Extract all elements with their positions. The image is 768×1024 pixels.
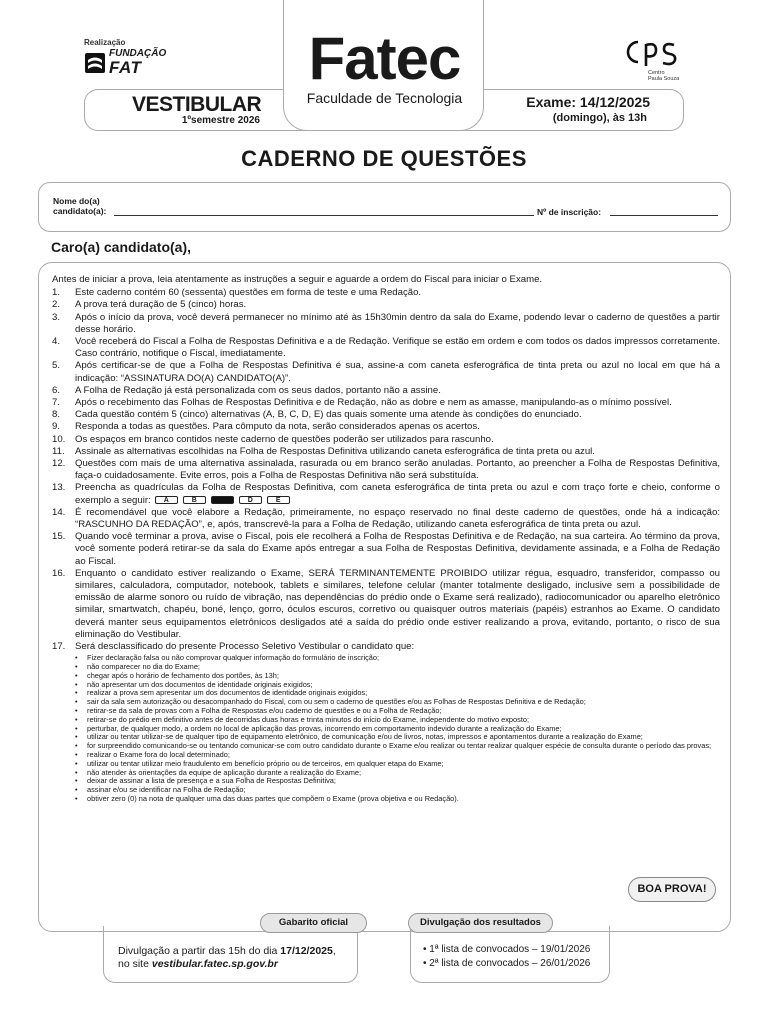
page-title: CADERNO DE QUESTÕES (241, 146, 527, 171)
answer-bubble: A (155, 496, 178, 504)
disqualification-text: for surpreendido comunicando-se ou tentando comunicar-se com outro candidato durante o Exame e/ou realizar ou tentar realizar qualquer espécie de consulta durante o período das provas; (87, 741, 712, 751)
bullet-icon: • (423, 944, 430, 955)
disqualification-text: chegar após o horário de fechamento dos portões, às 13h; (87, 670, 279, 680)
fatec-logo-box (283, 0, 484, 131)
fat-label: FAT (109, 58, 142, 77)
instruction-text-content: Responda a todas as questões. Para cômputo da nota, serão considerados apenas os acertos. (75, 421, 480, 433)
bullet-icon: • (75, 670, 78, 680)
instructions-box (38, 262, 731, 932)
boa-prova-badge: BOA PROVA! (628, 877, 716, 902)
instruction-item (52, 397, 720, 409)
realizacao-label: Realização (84, 38, 126, 47)
instruction-text (75, 421, 720, 433)
instruction-text-content: Quando você terminar a prova, avise o Fiscal, pois ele recolherá a Folha de Respostas Definitiva e de Redação, na sua carteira. Ao término da prova, você somente poderá retirar-se da sala do Exame após entregar a sua Folha de Respostas Definitiva, devidamente assinada, e a Folha de Redação ao Fiscal. (75, 531, 720, 567)
cps-logo (624, 36, 694, 80)
disqualification-text: retirar-se do prédio em definitivo antes de decorridas duas horas e trinta minutos do início do Exame, independente do motivo exposto; (87, 714, 530, 724)
gabarito-date: 17/12/2025 (280, 945, 333, 957)
instruction-item (52, 287, 720, 299)
instructions-intro: Antes de iniciar a prova, leia atentamente as instruções a seguir e aguarde a ordem do Fiscal para iniciar o Exame. (52, 274, 543, 285)
instruction-text (75, 531, 720, 568)
instruction-item (52, 360, 720, 384)
disqualification-text: deixar de assinar a lista de presença e a sua Folha de Respostas Definitiva; (87, 776, 336, 786)
gabarito-text-2: , no site (118, 945, 336, 970)
instruction-item (52, 299, 720, 311)
instruction-text-content: Enquanto o candidato estiver realizando o Exame, SERÁ TERMINANTEMENTE PROIBIDO utilizar régua, esquadro, transferidor, compasso ou similares, calculadora, computador, notebook, tablets e similares, telefone celular (manter totalmente desligado, inclusive sem a possibilidade de emissão de alarme sonoro ou ruído de vibração, nas dependências do prédio onde o Exame será realizado), radiocomunicador ou aparelho eletrônico similar, smartwatch, chapéu, boné, lenço, gorro, óculos escuros, corretivo ou quaisquer outros materiais (papéis) estranhos ao Exame. O candidato deverá manter seus equipamentos eletrônicos desligados até a saída do prédio onde estiver realizando a prova, evitando, portanto, o risco de sua eliminação do Vestibular. (75, 567, 720, 640)
disqualification-text: realizar o Exame fora do local determinado; (87, 750, 230, 760)
gabarito-tab: Gabarito oficial (260, 913, 367, 933)
fundacao-label: FUNDAÇÃO (109, 48, 167, 59)
disqualification-text: realizar a prova sem apresentar um dos documentos de identidade originais exigidos; (87, 688, 368, 698)
instruction-text (75, 446, 720, 458)
greeting: Caro(a) candidato(a), (51, 239, 192, 255)
instruction-item (52, 312, 720, 336)
instruction-item (52, 458, 720, 482)
result-date-item (423, 957, 590, 971)
bullet-icon: • (75, 723, 78, 733)
instruction-text-content: Após o recebimento das Folhas de Respostas Definitiva e de Redação, não as dobre e nem as amasse, manipulando-as o mínimo possível. (75, 397, 672, 409)
instruction-text-content: Após o início da prova, você deverá permanecer no mínimo até às 15h30min dentro da sala do Exame, podendo levar o caderno de questões a partir desse horário. (75, 311, 720, 335)
cps-sub-line-1: Centro (648, 70, 665, 76)
fat-logo (84, 38, 184, 82)
instruction-text-content: A Folha de Redação já está personalizada com os seus dados, portanto não a assine. (75, 384, 441, 396)
disqualification-text: não apresentar um dos documentos de identidade originais exigidos; (87, 679, 313, 689)
cps-logo-icon (624, 36, 684, 70)
gabarito-site-link[interactable]: vestibular.fatec.sp.gov.br (151, 958, 278, 970)
bullet-icon: • (75, 741, 78, 751)
bullet-icon: • (75, 767, 78, 777)
instruction-text-content: Após certificar-se de que a Folha de Respostas Definitiva é sua, assine-a com caneta esferográfica de tinta preta ou azul no local em que há a indicação: “ASSINATURA DO(A) CANDIDATO(A)”. (75, 360, 720, 384)
instruction-number: 3. (52, 311, 61, 323)
instruction-text-content: Assinale as alternativas escolhidas na Folha de Respostas Definitiva utilizando caneta esferográfica de tinta preta ou azul. (75, 445, 595, 457)
gabarito-text-1: Divulgação a partir das 15h do dia (118, 945, 281, 957)
result-date-item (423, 943, 590, 957)
disqualification-text: não comparecer no dia do Exame; (87, 662, 200, 672)
instruction-text (75, 397, 720, 409)
instruction-text (75, 409, 720, 421)
instruction-number: 8. (52, 409, 61, 421)
instruction-item (52, 482, 720, 506)
answer-example (155, 496, 290, 504)
instruction-item (52, 434, 720, 446)
instruction-text-content: Cada questão contém 5 (cinco) alternativas (A, B, C, D, E) das quais somente uma atende às condições do enunciado. (75, 409, 582, 421)
instruction-text-content: A prova terá duração de 5 (cinco) horas. (75, 299, 247, 311)
instruction-text (75, 385, 720, 397)
bullet-icon: • (75, 758, 78, 768)
bullet-icon: • (75, 662, 78, 672)
divulgacao-list (423, 943, 590, 971)
instruction-text-content: Preencha as quadrículas da Folha de Respostas Definitiva, com caneta esferográfica de tinta preta ou azul e com traço forte e cheio, conforme o exemplo a seguir: (75, 482, 720, 506)
instruction-number: 13. (52, 482, 66, 494)
fat-logo-icon (84, 52, 106, 74)
name-label-line-2: candidato(a): (53, 206, 107, 216)
exam-date: Exame: 14/12/2025 (526, 94, 650, 110)
instruction-item (52, 568, 720, 641)
instruction-number: 9. (52, 421, 61, 433)
instructions-list (52, 287, 720, 653)
instruction-item (52, 531, 720, 568)
instruction-item (52, 641, 720, 653)
instruction-number: 12. (52, 458, 66, 470)
instruction-text (75, 507, 720, 531)
disqualification-text: não atender às orientações da equipe de aplicação durante a realização do Exame; (87, 767, 362, 777)
instruction-text-content: Você receberá do Fiscal a Folha de Respostas Definitiva e a de Redação. Verifique se estão em ordem e com todos os dados impressos corretamente. Caso contrário, notifique o Fiscal, imediatamente. (75, 336, 720, 360)
instruction-text-content: Os espaços em branco contidos neste caderno de questões poderão ser utilizados para rascunho. (75, 433, 494, 445)
bullet-icon: • (423, 958, 430, 969)
answer-bubble: D (239, 496, 262, 504)
result-date-text: 1ª lista de convocados – 19/01/2026 (429, 944, 591, 955)
instruction-text (75, 360, 720, 384)
instruction-item (52, 446, 720, 458)
disqualification-text: perturbar, de qualquer modo, a ordem no local de aplicação das provas, incorrendo em comportamento indevido durante a realização do Exame; (87, 723, 562, 733)
bullet-icon: • (75, 688, 78, 698)
semester-label: 1ºsemestre 2026 (181, 115, 260, 126)
answer-bubble: E (267, 496, 290, 504)
instruction-item (52, 421, 720, 433)
instruction-text (75, 336, 720, 360)
inscricao-field[interactable] (610, 215, 718, 216)
instruction-text-content: Este caderno contém 60 (sessenta) questões em forma de teste e uma Redação. (75, 287, 422, 299)
instructions (52, 274, 720, 804)
instruction-number: 7. (52, 397, 61, 409)
name-label (53, 196, 106, 216)
inscricao-label: Nº de inscrição: (537, 207, 602, 217)
instruction-number: 2. (52, 299, 61, 311)
exam-time: (domingo), às 13h (552, 112, 647, 124)
bullet-icon: • (75, 679, 78, 689)
candidate-name-box (38, 182, 731, 232)
bullet-icon: • (75, 785, 78, 795)
bullet-icon: • (75, 697, 78, 707)
instruction-text (75, 299, 720, 311)
instruction-number: 5. (52, 360, 61, 372)
instruction-text (75, 312, 720, 336)
instruction-number: 6. (52, 384, 61, 396)
disqualification-list (75, 654, 720, 804)
bullet-icon: • (75, 776, 78, 786)
fatec-subtitle: Faculdade de Tecnologia (306, 90, 463, 106)
instruction-number: 10. (52, 433, 66, 445)
answer-bubble: B (183, 496, 206, 504)
disqualification-text: retirar-se da sala de provas com a Folha de Respostas e/ou caderno de questões e ou a Folha de Redação; (87, 706, 442, 716)
bullet-icon: • (75, 794, 78, 804)
instruction-text-content: Será desclassificado do presente Processo Seletivo Vestibular o candidato que: (75, 641, 415, 653)
instruction-number: 4. (52, 336, 61, 348)
bullet-icon: • (75, 714, 78, 724)
disqualification-text: obtiver zero (0) na nota de qualquer uma das duas partes que compõem o Exame (prova objetiva e ou Redação). (87, 794, 459, 804)
instruction-number: 14. (52, 506, 66, 518)
instruction-text-content: É recomendável que você elabore a Redação, primeiramente, no espaço reservado no final deste caderno de questões, onde há a indicação: “RASCUNHO DA REDAÇÃO”, e, após, transcrevê-la para a Folha de Redação, utilizando caneta esferográfica de tinta preta ou azul. (75, 506, 720, 531)
disqualification-text: assinar e/ou se identificar na Folha de Redação; (87, 785, 246, 795)
candidate-name-field[interactable] (114, 215, 534, 216)
instruction-text (75, 568, 720, 641)
cps-sub-line-2: Paula Souza (648, 76, 680, 82)
disqualification-text: Fizer declaração falsa ou não comprovar qualquer informação do formulário de inscrição; (87, 653, 380, 663)
bullet-icon: • (75, 653, 78, 663)
instruction-text (75, 458, 720, 482)
disqualification-text: sair da sala sem autorização ou desacompanhado do Fiscal, com ou sem o caderno de questões e/ou as Folhas de Respostas Definitiva e de Redação; (87, 697, 586, 707)
divulgacao-tab: Divulgação dos resultados (408, 913, 553, 933)
vestibular-title: VESTIBULAR (132, 93, 262, 116)
disqualification-text: utilizar ou tentar utilizar-se de qualquer tipo de equipamento eletrônico, de comunicação e/ou de livros, notas, impressos e apontamentos durante a realização do Exame; (87, 732, 643, 742)
instruction-text (75, 434, 720, 446)
instruction-item (52, 385, 720, 397)
instruction-text (75, 482, 720, 506)
instruction-item (52, 507, 720, 531)
instruction-number: 16. (52, 567, 66, 579)
name-label-line-1: Nome do(a) (53, 196, 100, 206)
answer-bubble (211, 496, 234, 504)
instruction-text (75, 641, 720, 653)
disqualification-text: utilizar ou tentar utilizar meio fraudulento em benefício próprio ou de terceiros, em qualquer etapa do Exame; (87, 758, 444, 768)
instruction-number: 1. (52, 287, 61, 299)
fatec-title: Fatec (308, 25, 461, 92)
bullet-icon: • (75, 732, 78, 742)
gabarito-text (118, 945, 350, 971)
instruction-text-content: Questões com mais de uma alternativa assinalada, rasurada ou em branco serão anuladas. Portanto, ao preencher a Folha de Respostas Definitiva, faça-o cuidadosamente. Evite erros, pois a Folha de Respostas Definitiva não será substituída. (75, 458, 720, 482)
bullet-icon: • (75, 706, 78, 716)
result-date-text: 2ª lista de convocados – 26/01/2026 (429, 958, 591, 969)
instruction-number: 17. (52, 641, 66, 653)
bullet-icon: • (75, 750, 78, 760)
instruction-item (52, 336, 720, 360)
instruction-number: 15. (52, 531, 66, 543)
instruction-number: 11. (52, 445, 65, 457)
instruction-text (75, 287, 720, 299)
instruction-item (52, 409, 720, 421)
disqualification-item (75, 795, 720, 804)
